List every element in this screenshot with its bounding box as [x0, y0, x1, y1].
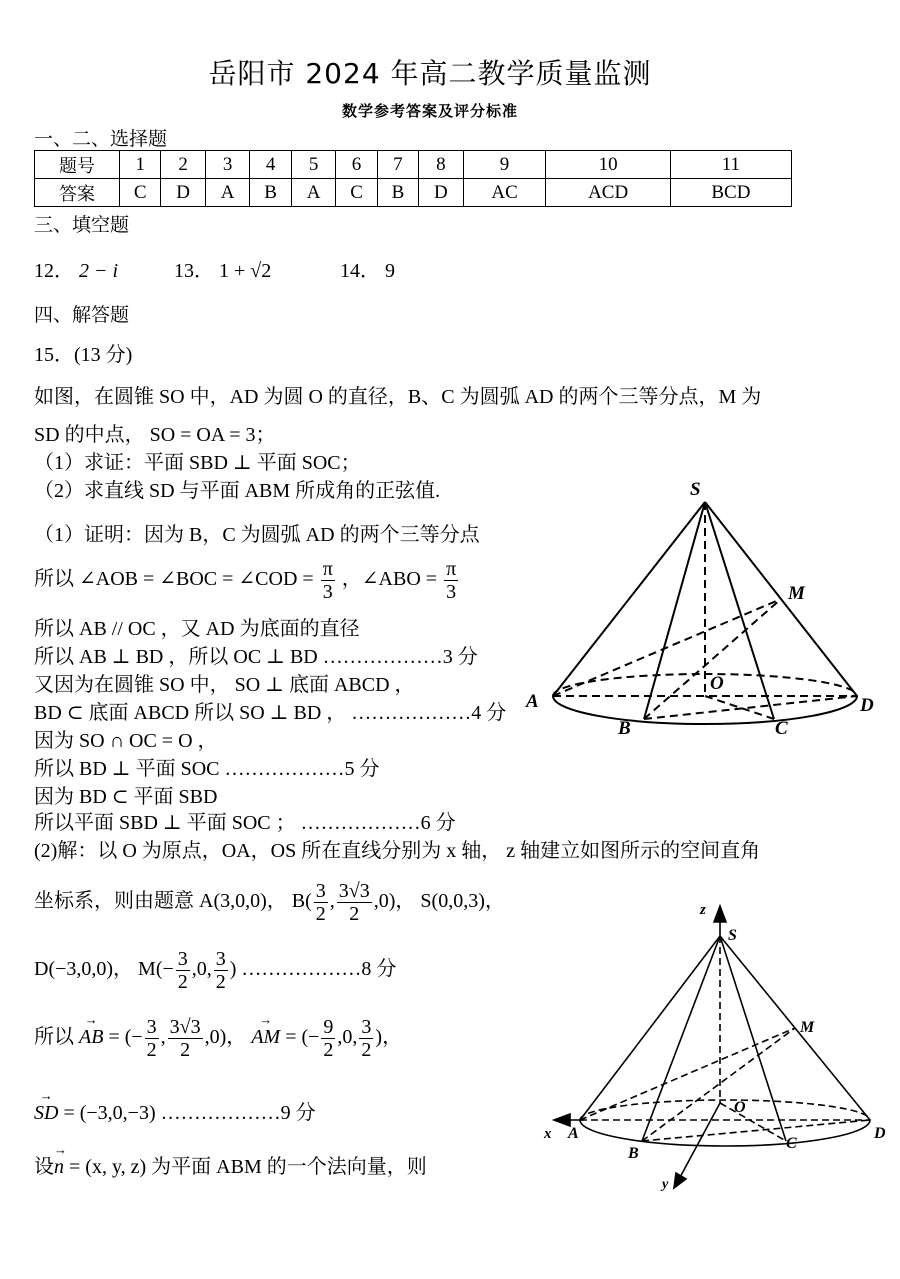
fill-answer-14: [340, 254, 395, 283]
numerator: 3: [315, 880, 326, 902]
proof-line: （1）证明：因为 B，C 为圆弧 AD 的两个三等分点: [34, 524, 480, 546]
table-cell: C: [336, 179, 377, 207]
label-o: O: [734, 1099, 746, 1116]
numerator: π: [446, 558, 457, 580]
base-back-arc: [580, 1100, 870, 1120]
segment-am: [553, 599, 781, 696]
table-cell: AC: [463, 179, 546, 207]
fraction-9-2: [321, 1016, 335, 1061]
proof-line: 因为 BD ⊂ 平面 SBD: [34, 786, 218, 808]
solution-text: B(: [291, 890, 312, 913]
table-cell: D: [161, 179, 206, 207]
table-row-answers: [35, 179, 792, 207]
table-cell: 4: [250, 151, 291, 179]
question-15-header: 15．(13 分): [34, 344, 133, 366]
table-cell: 1: [120, 151, 161, 179]
proof-line: 又因为在圆锥 SO 中， SO ⊥ 底面 ABCD ，: [34, 674, 415, 696]
solution-text: ) ………………8 分: [229, 958, 397, 981]
z-arrow-icon: [714, 906, 726, 922]
answer-value: 1 + √2: [219, 260, 272, 282]
label-c: C: [775, 718, 788, 739]
question-stem-line: 如图，在圆锥 SO 中，AD 为圆 O 的直径，B、C 为圆弧 AD 的两个三等分点，M 为: [34, 386, 762, 408]
fraction-pi-3: [321, 558, 335, 603]
question-number: 14．: [340, 260, 380, 282]
solution-text: = (−: [285, 1026, 320, 1049]
table-cell: 5: [291, 151, 336, 179]
solution-text: = (−: [108, 1026, 143, 1049]
cone-coordinate-figure: [530, 898, 900, 1198]
vector-sd: → SD: [34, 1102, 58, 1125]
solution-text: ,: [160, 1026, 166, 1049]
table-cell: B: [250, 179, 291, 207]
section-solution-heading: 四、解答题: [34, 304, 130, 326]
proof-text: ，∠ABO =: [341, 568, 438, 591]
y-arrow-icon: [674, 1173, 686, 1188]
solution-text: ,0)， S(0,0,3)，: [373, 890, 505, 913]
label-m: M: [788, 583, 805, 604]
solution-text: )，: [375, 1026, 403, 1049]
solution-line: (2)解：以 O 为原点，OA，OS 所在直线分别为 x 轴， z 轴建立如图所示的空间直角: [34, 840, 761, 862]
label-o: O: [710, 673, 724, 694]
proof-line-angles: [34, 558, 460, 603]
solution-text: ,0,: [191, 958, 212, 981]
segment-bd: [642, 1120, 870, 1141]
fraction-3-2: [176, 948, 190, 993]
label-d: D: [860, 695, 874, 716]
fraction-pi-3: [444, 558, 458, 603]
fraction-3-2: [214, 948, 228, 993]
table-cell: 11: [670, 151, 791, 179]
segment-bd: [644, 696, 857, 719]
table-cell: 8: [419, 151, 464, 179]
table-cell: BCD: [670, 179, 791, 207]
label-m: M: [800, 1019, 815, 1036]
label-z: z: [700, 902, 706, 918]
vector-line: [34, 1016, 402, 1061]
solution-text: 所以: [34, 1026, 74, 1049]
proof-line: 因为 SO ∩ OC = O ，: [34, 730, 218, 752]
label-y: y: [662, 1177, 669, 1192]
proof-line: 所以平面 SBD ⊥ 平面 SOC ； ………………6 分: [34, 812, 456, 834]
label-s: S: [728, 927, 737, 944]
denominator: 3: [322, 581, 333, 603]
table-cell: 10: [546, 151, 670, 179]
fill-answer-13: [174, 254, 271, 283]
answer-value: 2 − i: [79, 260, 119, 282]
numerator: 3√3: [169, 1016, 201, 1038]
table-header-number: 题号: [35, 151, 120, 179]
denominator: 2: [146, 1039, 157, 1061]
proof-text: 所以 ∠AOB = ∠BOC = ∠COD =: [34, 568, 314, 591]
question-number: 12．: [34, 260, 74, 282]
solution-text: D(−3,0,0)， M(−: [34, 958, 174, 981]
table-cell: C: [120, 179, 161, 207]
denominator: 2: [323, 1039, 334, 1061]
numerator: 3: [177, 948, 188, 970]
vector-n: → n: [54, 1156, 64, 1179]
table-header-answer: 答案: [35, 179, 120, 207]
fraction-3-2: [359, 1016, 373, 1061]
vector-ab: → AB: [79, 1026, 103, 1049]
question-number: 13．: [174, 260, 214, 282]
segment-bm: [644, 599, 781, 719]
base-front-arc: [553, 696, 857, 724]
section-choice-heading: 一、二、选择题: [34, 128, 168, 150]
coordinate-line: [34, 948, 396, 993]
edge-sb: [642, 936, 720, 1141]
fraction-3-2: [145, 1016, 159, 1061]
denominator: 2: [177, 971, 188, 993]
y-axis: [678, 1103, 720, 1181]
label-a: A: [568, 1125, 579, 1142]
solution-text: ,0)，: [204, 1026, 247, 1049]
denominator: 2: [349, 903, 360, 925]
denominator: 3: [446, 581, 457, 603]
coordinate-line: [34, 880, 505, 925]
table-cell: 2: [161, 151, 206, 179]
edge-sa: [580, 936, 720, 1120]
table-cell: 9: [463, 151, 546, 179]
proof-line: 所以 AB ⊥ BD ，所以 OC ⊥ BD ………………3 分: [34, 646, 478, 668]
denominator: 2: [315, 903, 326, 925]
numerator: 3√3: [338, 880, 370, 902]
numerator: 3: [215, 948, 226, 970]
solution-text: 设: [34, 1156, 54, 1178]
table-cell: 7: [377, 151, 418, 179]
vector-am: → AM: [251, 1026, 280, 1049]
label-b: B: [628, 1145, 639, 1162]
fill-answer-12: [34, 254, 118, 283]
denominator: 2: [180, 1039, 191, 1061]
edge-sc: [720, 936, 786, 1141]
denominator: 2: [361, 1039, 372, 1061]
section-fill-heading: 三、填空题: [34, 214, 130, 236]
table-row-numbers: [35, 151, 792, 179]
question-part-1: （1）求证：平面 SBD ⊥ 平面 SOC；: [34, 452, 361, 474]
vector-line: [34, 1150, 427, 1179]
proof-line: 所以 BD ⊥ 平面 SOC ………………5 分: [34, 758, 380, 780]
answer-value: 9: [385, 260, 395, 282]
segment-am: [580, 1028, 795, 1120]
solution-text: = (−3,0,−3) ………………9 分: [63, 1102, 316, 1124]
segment-oc: [705, 696, 774, 719]
label-b: B: [618, 718, 631, 739]
fraction-3root3-2: [168, 1016, 203, 1061]
answer-table: [34, 150, 792, 207]
edge-sa: [553, 502, 705, 696]
label-a: A: [526, 691, 539, 712]
numerator: 3: [361, 1016, 372, 1038]
edge-sb: [644, 502, 705, 719]
solution-text: = (x, y, z) 为平面 ABM 的一个法向量，则: [69, 1156, 427, 1178]
table-cell: A: [205, 179, 250, 207]
solution-text: ,0,: [337, 1026, 358, 1049]
table-cell: A: [291, 179, 336, 207]
fraction-3-2: [314, 880, 328, 925]
label-s: S: [690, 479, 701, 500]
label-c: C: [786, 1135, 797, 1152]
solution-text: ,: [329, 890, 335, 913]
label-x: x: [544, 1126, 552, 1142]
question-stem-line: SD 的中点， SO = OA = 3；: [34, 424, 276, 446]
page-subtitle: 数学参考答案及评分标准: [341, 102, 518, 120]
solution-text: 坐标系，则由题意 A(3,0,0)，: [34, 890, 287, 913]
table-cell: 6: [336, 151, 377, 179]
proof-line: BD ⊂ 底面 ABCD 所以 SO ⊥ BD ， ………………4 分: [34, 702, 507, 724]
fraction-3root3-2: [337, 880, 372, 925]
table-cell: B: [377, 179, 418, 207]
numerator: 3: [146, 1016, 157, 1038]
table-cell: ACD: [546, 179, 670, 207]
question-part-2: （2）求直线 SD 与平面 ABM 所成角的正弦值.: [34, 480, 441, 502]
proof-line: 所以 AB // OC ，又 AD 为底面的直径: [34, 618, 360, 640]
label-d: D: [874, 1125, 886, 1142]
numerator: π: [322, 558, 333, 580]
table-cell: D: [419, 179, 464, 207]
page-title: 岳阳市 2024 年高二教学质量监测: [208, 57, 652, 90]
cone-figure: [520, 475, 890, 745]
denominator: 2: [215, 971, 226, 993]
numerator: 9: [323, 1016, 334, 1038]
table-cell: 3: [205, 151, 250, 179]
vector-line: [34, 1096, 316, 1125]
